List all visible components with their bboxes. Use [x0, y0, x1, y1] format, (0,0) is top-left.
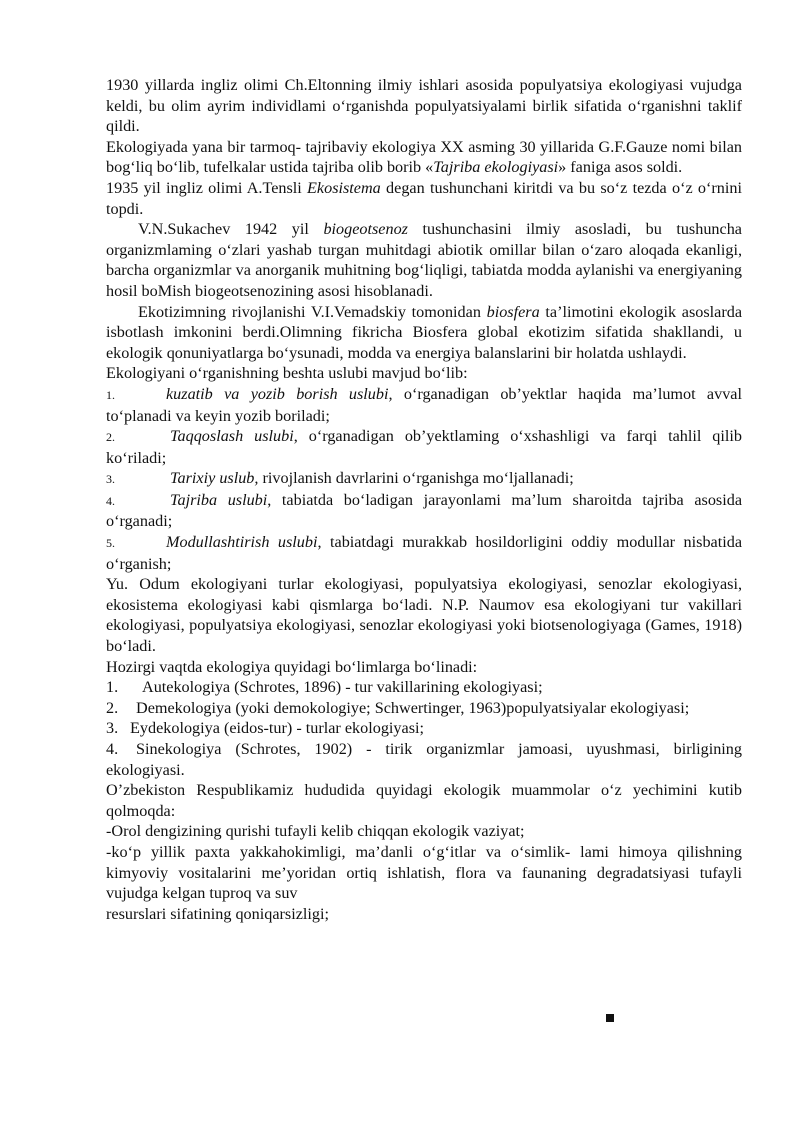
method-item — [106, 426, 742, 468]
problem-item — [106, 842, 742, 924]
paragraph-gauze-text: Ekologiyada yana bir tarmoq- tajribaviy ekologiya XX asming 30 yillarida G.F.Gauze nomi bilan bog‘liq bo‘lib, tufelkalar ustida tajriba olib borib « — [106, 137, 742, 177]
method-number: 3. — [106, 472, 115, 487]
method-name: Modullashtirish uslubi — [166, 533, 318, 552]
problem-item: -Orol dengizining qurishi tufayli kelib chiqqan ekologik vaziyat; — [106, 822, 525, 841]
method-description: rivojlanish davrlarini o‘rganishga mo‘ljallanadi; — [258, 469, 574, 488]
division-number: 3. — [106, 719, 119, 738]
document-page — [106, 75, 742, 924]
paragraph-vernadskiy-text: Ekotizimning rivojlanishi V.I.Vemadskiy tomonidan — [138, 302, 487, 321]
black-square-icon — [606, 1014, 614, 1022]
paragraph-tensli — [106, 178, 742, 219]
paragraph-sukachev — [106, 219, 742, 301]
paragraph-vernadskiy — [106, 302, 742, 364]
method-number: 4. — [106, 493, 115, 508]
term-ekosistema: Ekosistema — [307, 178, 381, 197]
division-text: Sinekologiya (Schrotes, 1902) - tirik organizmlar jamoasi, uyushmasi, birligining ekologiyasi. — [106, 740, 742, 779]
division-text: Demekologiya (yoki demokologiye; Schwertinger, 1963)populyatsiyalar ekologiyasi; — [136, 698, 690, 717]
paragraph-vernadskiy-end: ta’limotini ekologik asoslarda isbotlash imkonini berdi.Olimning fikricha Biosfera global ekotizim sifatida shakllandi, u ekologik qonuniyatlarga bo‘ysunadi, modda va energiya balanslarini bir holatda ushlaydi. — [106, 302, 742, 362]
method-item — [106, 490, 742, 532]
term-biogeotsenoz: biogeotsenoz — [323, 220, 408, 239]
division-item — [106, 739, 742, 780]
method-item — [106, 468, 742, 490]
method-name: Tarixiy uslub, — [170, 469, 259, 488]
method-number: 1. — [106, 387, 115, 402]
method-number: 2. — [106, 430, 115, 445]
method-name: Tajriba uslubi — [170, 490, 268, 509]
paragraph-sukachev-text: V.N.Sukachev 1942 yil — [138, 220, 324, 239]
paragraph-methods-intro: Ekologiyani o‘rganishning beshta uslubi mavjud bo‘lib: — [106, 364, 468, 383]
paragraph-odum: Yu. Odum ekologiyani turlar ekologiyasi, populyatsiya ekologiyasi, senozlar ekologiyasi, ekosistema ekologiyasi kabi qismlarga bo‘ladi. N.P. Naumov esa ekologiyani tur vakillari ekologiyasi, populyatsiya ekologiyasi, senozlar ekologiyasi yoki biotsenologiyaga (Games, 1918) bo‘ladi. — [106, 575, 742, 656]
division-item — [106, 677, 742, 698]
division-item — [106, 718, 742, 739]
paragraph-gauze-end: » faniga asos soldi. — [558, 158, 683, 177]
paragraph-tensli-text: 1935 yil ingliz olimi A.Tensli — [106, 178, 308, 197]
paragraph-gauze — [106, 137, 742, 178]
division-number: 1. — [106, 678, 119, 697]
paragraph-tensli-end: degan tushunchani kiritdi va bu so‘z tezda o‘z o‘rnini topdi. — [106, 178, 742, 218]
method-description: , tabiatda bo‘ladigan jarayonlami ma’lum sharoitda tajriba asosida o‘rganadi; — [106, 490, 743, 531]
problem-text-continued: resurslari sifatining qoniqarsizligi; — [106, 904, 329, 923]
term-biosfera: biosfera — [486, 302, 540, 321]
method-item — [106, 532, 742, 574]
paragraph-sukachev-end: tushunchasini ilmiy asosladi, bu tushuncha organizmlaming o‘zlari yashab turgan muhitdagi abiotik omillar bilan o‘zaro aloqada ekanligi, barcha organizmlar va anorganik muhitning bog‘liqligi, tabiatda modda aylanishi va energiyaning hosil boMish biogeotsenozining asosi hisoblanadi. — [106, 220, 742, 300]
division-text: Eydekologiya (eidos-tur) - turlar ekologiyasi; — [130, 719, 424, 738]
division-number: 2. — [106, 698, 119, 717]
paragraph-uzbekistan: O’zbekiston Respublikamiz hududida quyidagi ekologik muammolar o‘z yechimini kutib qolmoqda: — [106, 781, 742, 820]
method-description: , o‘rganadigan ob’yektlaming o‘xshashligi va farqi tahlil qilib ko‘riladi; — [106, 427, 742, 467]
division-number: 4. — [106, 740, 119, 758]
method-description: , tabiatdagi murakkab hosildorligini oddiy modullar nisbatida o‘rganish; — [106, 533, 742, 573]
method-name: kuzatib va yozib borish uslubi, — [166, 384, 393, 403]
method-item — [106, 384, 742, 426]
method-name: Taqqoslash uslubi — [170, 427, 294, 446]
method-number: 5. — [106, 536, 115, 551]
paragraph-divisions-intro: Hozirgi vaqtda ekologiya quyidagi bo‘limlarga bo‘linadi: — [106, 657, 478, 676]
problem-text: -ko‘p yillik paxta yakkahokimligi, ma’danli o‘g‘itlar va o‘simlik- lami himoya qilishning kimyoviy vositalarini me’yoridan ortiq ishlatish, flora va faunaning degradatsiyasi tufayli vujudga kelgan tuproq va suv — [106, 842, 742, 903]
division-text: Autekologiya (Schrotes, 1896) - tur vakillarining ekologiyasi; — [142, 678, 543, 697]
division-item — [106, 698, 742, 719]
term-tajriba-ekologiyasi: Tajriba ekologiyasi — [433, 158, 559, 177]
method-description: o‘rganadigan ob’yektlar haqida ma’lumot avval to‘planadi va keyin yozib boriladi; — [106, 384, 742, 425]
paragraph-elton: 1930 yillarda ingliz olimi Ch.Eltonning ilmiy ishlari asosida populyatsiya ekologiyasi vujudga keldi, bu olim ayrim individlami o‘rganishda populyatsiyalami birlik sifatida o‘rganishni taklif qildi. — [106, 76, 742, 136]
